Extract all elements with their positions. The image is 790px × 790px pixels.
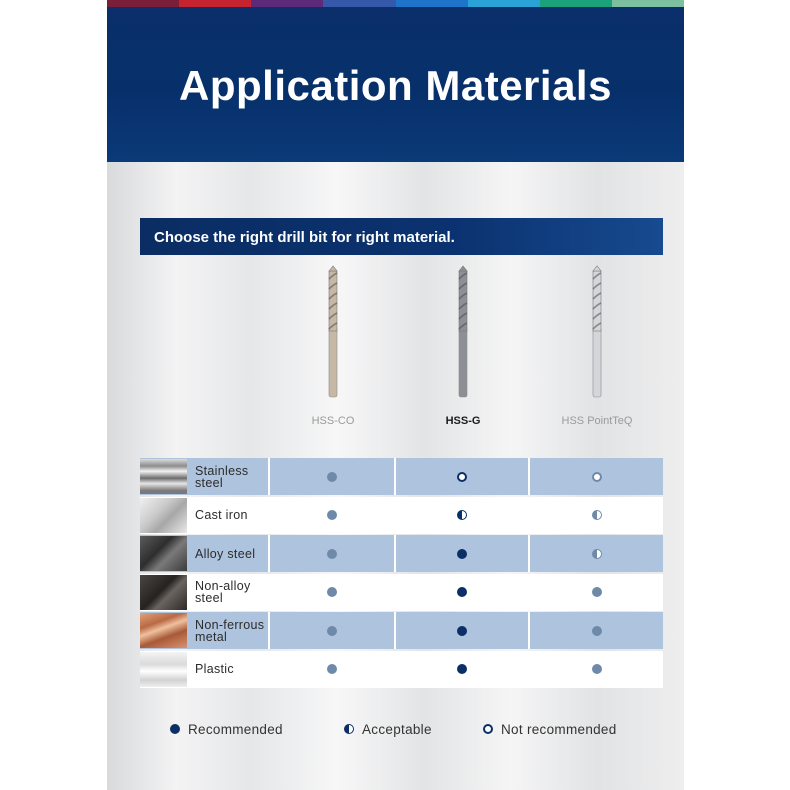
- material-label-line: Plastic: [195, 662, 234, 676]
- stainless-steel-tubes-icon: [140, 459, 187, 494]
- material-label-line: steel: [195, 475, 223, 490]
- hero-header: [107, 7, 684, 162]
- rating-cell: [530, 651, 663, 688]
- material-label-line: Stainless: [195, 463, 249, 478]
- stripe-segment: [251, 0, 323, 7]
- stripe-segment: [540, 0, 612, 7]
- copper-pipes-icon: [140, 613, 187, 648]
- material-label-line: Non-ferrous: [195, 617, 265, 632]
- stripe-segment: [107, 0, 179, 7]
- open-circle-icon: [483, 724, 493, 734]
- cast-iron-profile-icon: [140, 498, 187, 533]
- recommended-muted-rating-icon: [327, 626, 337, 636]
- drill-bit-pointteq-icon: [577, 265, 617, 400]
- rating-cell: [530, 458, 663, 495]
- rating-cell: [270, 651, 394, 688]
- product-hss-g: [397, 265, 529, 440]
- legend-item-recommended: [170, 720, 283, 738]
- acceptable-muted-rating-icon: [592, 549, 602, 559]
- non-alloy-steel-beam-icon: [140, 575, 187, 610]
- material-label-line: Non-alloy: [195, 579, 251, 593]
- half-circle-icon: [344, 724, 354, 734]
- product-name: HSS PointTeQ: [561, 415, 633, 427]
- rating-cell: [396, 458, 528, 495]
- product-hss-co: [267, 265, 399, 440]
- stripe-segment: [396, 0, 468, 7]
- product-hss-pointteq: [531, 265, 663, 440]
- recommended-muted-rating-icon: [592, 664, 602, 674]
- rating-cell: [530, 612, 663, 649]
- material-label: [195, 497, 267, 534]
- banner-text: Choose the right drill bit for right material.: [154, 229, 455, 246]
- acceptable-muted-rating-icon: [592, 510, 602, 520]
- plastic-pipes-icon: [140, 652, 187, 687]
- stripe-segment: [323, 0, 395, 7]
- rating-cell: [396, 574, 528, 611]
- table-row: [140, 458, 663, 495]
- recommended-muted-rating-icon: [327, 587, 337, 597]
- product-sheet: [107, 0, 684, 790]
- stripe-segment: [468, 0, 540, 7]
- recommended-rating-icon: [457, 664, 467, 674]
- stripe-segment: [179, 0, 251, 7]
- recommended-rating-icon: [457, 626, 467, 636]
- recommended-rating-icon: [457, 549, 467, 559]
- product-name: HSS-CO: [311, 415, 355, 427]
- rating-cell: [270, 574, 394, 611]
- material-label: [195, 612, 267, 649]
- table-row: [140, 497, 663, 534]
- drill-bit-ground-icon: [443, 265, 483, 400]
- material-label-line: metal: [195, 629, 228, 644]
- alloy-steel-tube-icon: [140, 536, 187, 571]
- material-label-line: Cast iron: [195, 508, 248, 522]
- material-label-line: steel: [195, 591, 223, 605]
- acceptable-rating-icon: [457, 510, 467, 520]
- recommended-muted-rating-icon: [592, 587, 602, 597]
- rating-cell: [530, 497, 663, 534]
- table-row: [140, 651, 663, 688]
- rating-cell: [270, 497, 394, 534]
- table-row: [140, 612, 663, 649]
- not-recommended-muted-rating-icon: [592, 472, 602, 482]
- page-title: Application Materials: [179, 62, 612, 109]
- rating-cell: [396, 535, 528, 572]
- material-label: [195, 651, 267, 688]
- table-row: [140, 574, 663, 611]
- legend-item-acceptable: [344, 720, 432, 738]
- material-label: [195, 574, 267, 611]
- filled-circle-icon: [170, 724, 180, 734]
- section-banner: [140, 218, 663, 255]
- rating-cell: [396, 497, 528, 534]
- table-row: [140, 535, 663, 572]
- color-stripe: [107, 0, 684, 7]
- rating-cell: [270, 458, 394, 495]
- not-recommended-rating-icon: [457, 472, 467, 482]
- recommended-muted-rating-icon: [592, 626, 602, 636]
- material-label: [195, 458, 267, 495]
- legend-label: Acceptable: [362, 721, 432, 737]
- recommended-muted-rating-icon: [327, 664, 337, 674]
- material-label: [195, 535, 267, 572]
- rating-cell: [396, 612, 528, 649]
- legend-label: Not recommended: [501, 721, 617, 737]
- rating-cell: [396, 651, 528, 688]
- material-label-line: Alloy steel: [195, 546, 256, 561]
- drill-bit-cobalt-icon: [313, 265, 353, 400]
- rating-cell: [270, 612, 394, 649]
- rating-cell: [530, 535, 663, 572]
- rating-cell: [530, 574, 663, 611]
- recommended-muted-rating-icon: [327, 549, 337, 559]
- legend-item-not-recommended: [483, 720, 617, 738]
- product-name: HSS-G: [445, 415, 481, 427]
- recommended-muted-rating-icon: [327, 472, 337, 482]
- legend-label: Recommended: [188, 721, 283, 737]
- recommended-rating-icon: [457, 587, 467, 597]
- stripe-segment: [612, 0, 684, 7]
- rating-cell: [270, 535, 394, 572]
- recommended-muted-rating-icon: [327, 510, 337, 520]
